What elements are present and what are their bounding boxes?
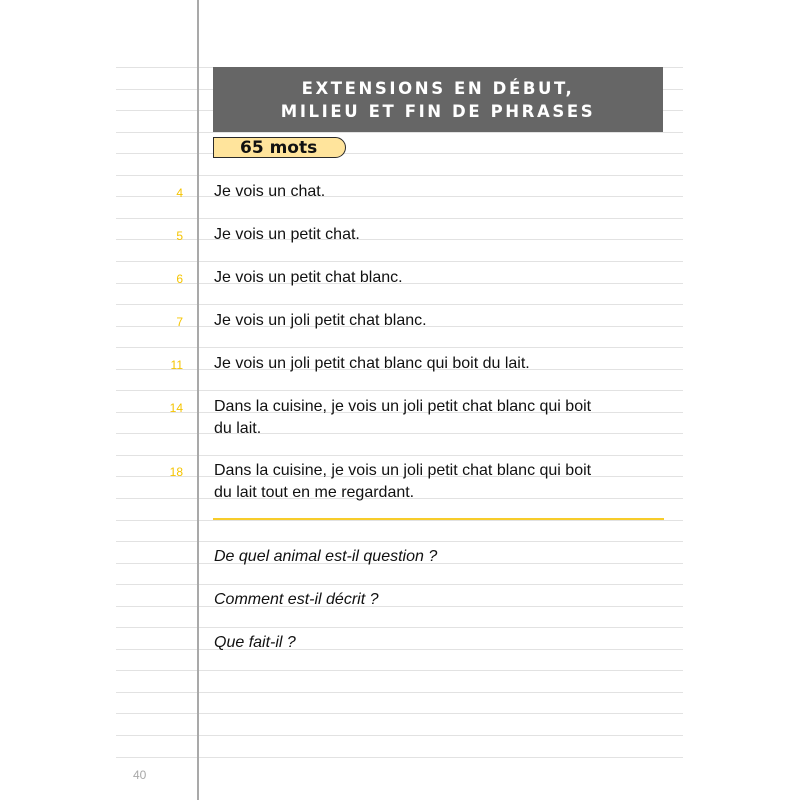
sentence-text-line-2: du lait.: [214, 419, 262, 437]
rule-line: [116, 175, 683, 176]
rule-line: [116, 218, 683, 219]
sentence: [214, 181, 325, 203]
word-count-number: 11: [170, 358, 183, 372]
rule-line: [116, 670, 683, 671]
separator-line: [213, 518, 664, 520]
rule-line: [116, 627, 683, 628]
rule-line: [116, 261, 683, 262]
sentence-text-line-1: Dans la cuisine, je vois un joli petit chat blanc qui boit: [214, 398, 592, 415]
question: Que fait-il ?: [214, 634, 296, 651]
rule-line: [116, 132, 683, 133]
page-number: 40: [133, 768, 147, 782]
sentence: [214, 267, 403, 289]
sentence-text: Je vois un chat.: [214, 183, 326, 200]
word-count-number: 6: [176, 272, 183, 286]
word-count-number: 5: [176, 229, 183, 243]
sentence-text: Je vois un joli petit chat blanc.: [214, 312, 427, 329]
rule-line: [116, 304, 683, 305]
rule-line: [116, 692, 683, 693]
word-count-number: 18: [169, 465, 183, 479]
rule-line: [116, 757, 683, 758]
rule-line: [116, 347, 683, 348]
rule-line: [116, 713, 683, 714]
rule-line: [116, 455, 683, 456]
rule-line: [116, 153, 683, 154]
sentence: [214, 353, 530, 375]
section-title: [213, 67, 663, 132]
rule-line: [116, 584, 683, 585]
sentence: [214, 396, 591, 439]
sentence: [214, 224, 360, 246]
rule-line: [116, 390, 683, 391]
sentence-text-line-1: Dans la cuisine, je vois un joli petit chat blanc qui boit: [214, 462, 592, 479]
title-line-1: EXTENSIONS EN DÉBUT,: [301, 78, 575, 98]
rule-line: [116, 239, 683, 240]
sentence: [214, 310, 427, 332]
rule-line: [116, 606, 683, 607]
title-line-2: MILIEU ET FIN DE PHRASES: [280, 101, 596, 121]
sentence: [214, 460, 591, 503]
rule-line: [116, 735, 683, 736]
sentence-text-line-2: du lait tout en me regardant.: [214, 483, 415, 501]
rule-line: [116, 520, 683, 521]
rule-line: [116, 649, 683, 650]
question: De quel animal est-il question ?: [214, 548, 438, 565]
word-count-number: 14: [169, 401, 183, 415]
word-count-number: 7: [176, 315, 183, 329]
sentence-text: Je vois un joli petit chat blanc qui boit du lait.: [214, 355, 530, 372]
rule-line: [116, 196, 683, 197]
sentence-text: Je vois un petit chat.: [214, 226, 360, 243]
word-count-label: 65 mots: [240, 137, 318, 158]
question: Comment est-il décrit ?: [214, 591, 379, 608]
sentence-text: Je vois un petit chat blanc.: [214, 269, 403, 286]
word-count-badge: [213, 137, 346, 158]
margin-line: [197, 0, 199, 800]
rule-line: [116, 541, 683, 542]
word-count-number: 4: [176, 186, 183, 200]
